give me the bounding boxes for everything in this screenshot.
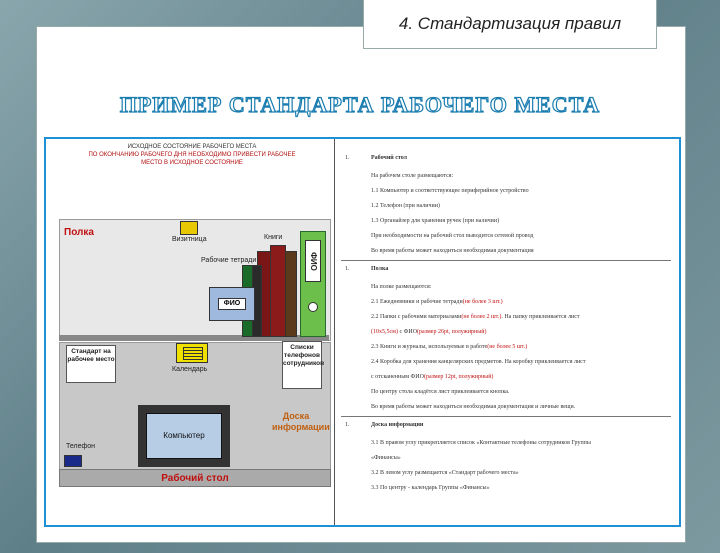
line-text: Полка [371,266,389,272]
binder [300,231,326,337]
text-line [371,188,529,195]
line-text: 1.1 Компьютер и соответствующее периферийное устройство [371,188,529,194]
section-divider [341,416,671,417]
text-line [371,248,534,255]
text-line [371,440,591,447]
text-line [371,470,519,477]
line-text: Рабочий стол [371,155,408,161]
text-line [371,455,401,462]
line-text: Доска информации [371,422,424,428]
line-text: По центру стола кладётся лист приклеивается кнопка. [371,389,510,395]
book-2 [270,245,286,337]
workplace-diagram [46,139,335,525]
desk [59,469,331,487]
card-holder-label: Визитница [172,236,207,243]
line-text: «Финансы» [371,455,401,461]
storage-box [209,287,255,321]
text-line [371,284,431,291]
computer-screen: Компьютер [146,413,222,459]
standard-text [335,139,679,525]
calendar-label: Календарь [172,366,208,373]
highlight-text: (10х5,5см) [371,329,398,335]
computer-monitor [138,405,230,467]
card-holder-icon [180,221,198,235]
highlight-text: (не более 3 шт.) [462,299,503,305]
phone-icon [64,455,82,467]
line-text: 1.2 Телефон (при наличии) [371,203,440,209]
line-text: 2.1 Ежедневники и рабочие тетради [371,299,463,305]
phone-list-note: Списки телефонов сотрудников [282,341,322,389]
binder-label: ФИО [308,251,318,271]
line-text: 2.3 Книги и журналы, используемые в работе [371,344,488,350]
line-text: с ФИО [397,329,418,335]
line-text: При необходимости на рабочий стол выводится сетевой провод [371,233,534,239]
info-board-label: Доска информации [272,411,330,432]
box-label: ФИО [218,298,246,310]
section-heading [371,266,388,273]
highlight-text: (не более 2 шт.) [461,314,502,320]
line-text: Во время работы может находиться необходимая документация [371,248,534,254]
text-line [371,203,440,210]
line-text: 1.3 Органайзер для хранения ручек (при наличии) [371,218,500,224]
line-text: На полке размещаются: [371,284,432,290]
shelf-label: Полка [64,227,94,238]
diagram-header [58,143,326,167]
text-line [371,404,575,411]
section-number: 1. [345,266,350,272]
header-line-1: ИСХОДНОЕ СОСТОЯНИЕ РАБОЧЕГО МЕСТА [127,144,257,150]
line-text: На рабочем столе размещаются: [371,173,454,179]
line-text: 3.1 В правом углу прикрепляется список «Контактные телефоны сотрудников Группы [371,440,591,446]
text-line [371,374,493,381]
section-number: 1. [345,422,350,428]
text-line [371,389,509,396]
header-line-3: МЕСТО В ИСХОДНОЕ СОСТОЯНИЕ [141,160,243,166]
page-title: ПРИМЕР СТАНДАРТА РАБОЧЕГО МЕСТА [119,92,601,117]
line-text: 3.3 По центру - календарь Группы «Финансы» [371,485,490,491]
books-label: Книги [264,234,283,241]
text-line [371,173,453,180]
section-heading [371,155,407,162]
desk-label: Рабочий стол [161,472,229,484]
section-title: 4. Стандартизация правил [363,0,657,49]
line-text: 2.2 Папки с рабочими материалами [371,314,462,320]
workplace-standard-note: Стандарт на рабочее место [66,345,116,383]
highlight-text: (размер 26pt, полужирный) [417,329,487,335]
header-line-2: ПО ОКОНЧАНИЮ РАБОЧЕГО ДНЯ НЕОБХОДИМО ПРИВЕСТИ РАБОЧЕЕ [88,152,296,158]
text-line [371,218,499,225]
text-line [371,344,527,351]
notebooks-label: Рабочие тетради [201,257,257,264]
section-heading [371,422,423,429]
line-text: 3.2 В левом углу размещается «Стандарт рабочего места» [371,470,519,476]
standard-document [44,137,681,527]
line-text: . На папку приклеивается лист [501,314,580,320]
line-text: с отсканенным ФИО [371,374,424,380]
highlight-text: (не более 5 шт.) [487,344,528,350]
calendar-icon [176,343,208,363]
line-text: Во время работы может находиться необходимая документация и личные вещи. [371,404,576,410]
text-line [371,485,490,492]
phone-label: Телефон [66,443,96,450]
section-number: 1. [345,155,350,161]
highlight-text: (размер 12pt, полужирный) [423,374,494,380]
text-line [371,329,486,336]
book-3 [285,251,297,337]
section-divider [341,260,671,261]
text-line [371,299,503,306]
text-line [371,233,533,240]
line-text: 2.4 Коробка для хранения канцелярских предметов. На коробку приклеивается лист [371,359,586,365]
text-line [371,359,585,366]
text-line [371,314,580,321]
